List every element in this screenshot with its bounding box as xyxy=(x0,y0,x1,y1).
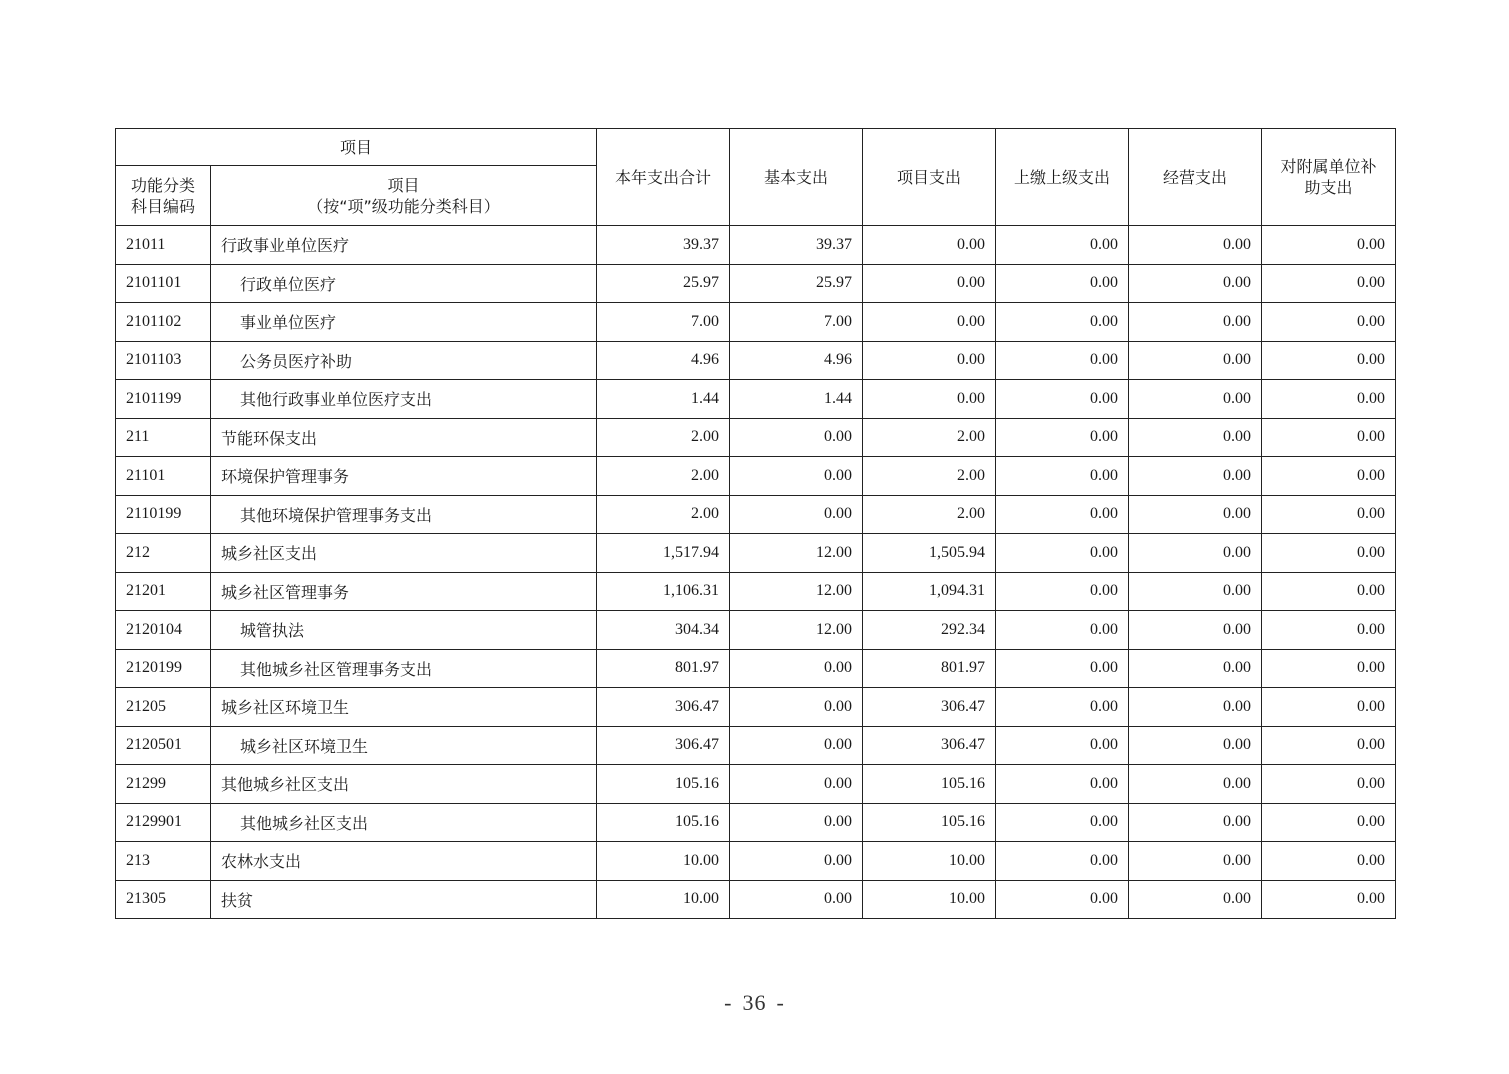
header-operating: 经营支出 xyxy=(1129,129,1262,226)
cell-project: 105.16 xyxy=(863,803,996,842)
cell-basic: 0.00 xyxy=(730,688,863,727)
page-number-dash-right: - xyxy=(776,990,785,1015)
cell-project: 2.00 xyxy=(863,418,996,457)
cell-upper: 0.00 xyxy=(996,495,1129,534)
cell-upper: 0.00 xyxy=(996,803,1129,842)
table-header xyxy=(116,129,1396,226)
cell-name: 其他城乡社区支出 xyxy=(211,765,597,804)
table-row xyxy=(116,495,1396,534)
cell-operating: 0.00 xyxy=(1129,688,1262,727)
cell-code: 213 xyxy=(116,842,211,881)
cell-upper: 0.00 xyxy=(996,534,1129,573)
cell-operating: 0.00 xyxy=(1129,572,1262,611)
cell-operating: 0.00 xyxy=(1129,726,1262,765)
cell-upper: 0.00 xyxy=(996,726,1129,765)
cell-code: 2101103 xyxy=(116,341,211,380)
cell-code: 2101102 xyxy=(116,303,211,342)
cell-upper: 0.00 xyxy=(996,303,1129,342)
cell-total: 2.00 xyxy=(597,418,730,457)
table-row xyxy=(116,803,1396,842)
cell-basic: 39.37 xyxy=(730,226,863,265)
header-total: 本年支出合计 xyxy=(597,129,730,226)
table-row xyxy=(116,611,1396,650)
cell-total: 2.00 xyxy=(597,457,730,496)
cell-subsidy: 0.00 xyxy=(1262,380,1396,419)
header-basic: 基本支出 xyxy=(730,129,863,226)
cell-subsidy: 0.00 xyxy=(1262,534,1396,573)
header-code-line2: 科目编码 xyxy=(130,196,195,216)
cell-name: 扶贫 xyxy=(211,880,597,919)
cell-total: 7.00 xyxy=(597,303,730,342)
cell-project: 0.00 xyxy=(863,303,996,342)
cell-upper: 0.00 xyxy=(996,457,1129,496)
cell-project: 1,505.94 xyxy=(863,534,996,573)
page-footer xyxy=(0,990,1509,1016)
cell-total: 1.44 xyxy=(597,380,730,419)
cell-code: 21201 xyxy=(116,572,211,611)
table-row xyxy=(116,765,1396,804)
table-row xyxy=(116,303,1396,342)
cell-total: 105.16 xyxy=(597,803,730,842)
cell-basic: 0.00 xyxy=(730,765,863,804)
cell-upper: 0.00 xyxy=(996,765,1129,804)
header-upper: 上缴上级支出 xyxy=(996,129,1129,226)
cell-total: 306.47 xyxy=(597,726,730,765)
cell-subsidy: 0.00 xyxy=(1262,842,1396,881)
table-row xyxy=(116,341,1396,380)
expenditure-table xyxy=(115,128,1396,919)
cell-basic: 7.00 xyxy=(730,303,863,342)
table-row xyxy=(116,264,1396,303)
cell-total: 801.97 xyxy=(597,649,730,688)
cell-upper: 0.00 xyxy=(996,649,1129,688)
cell-name: 其他城乡社区管理事务支出 xyxy=(211,649,597,688)
header-item-line2: （按“项”级功能分类科目） xyxy=(307,196,500,216)
page-number: 36 xyxy=(742,990,767,1015)
cell-name: 农林水支出 xyxy=(211,842,597,881)
table-row xyxy=(116,880,1396,919)
cell-basic: 12.00 xyxy=(730,572,863,611)
header-item-group: 项目 xyxy=(116,129,597,166)
cell-basic: 1.44 xyxy=(730,380,863,419)
cell-total: 4.96 xyxy=(597,341,730,380)
header-subsidy xyxy=(1262,129,1396,226)
cell-total: 1,106.31 xyxy=(597,572,730,611)
cell-upper: 0.00 xyxy=(996,341,1129,380)
cell-name: 城乡社区环境卫生 xyxy=(211,688,597,727)
cell-operating: 0.00 xyxy=(1129,303,1262,342)
cell-upper: 0.00 xyxy=(996,880,1129,919)
cell-total: 2.00 xyxy=(597,495,730,534)
cell-name: 公务员医疗补助 xyxy=(211,341,597,380)
table-row xyxy=(116,418,1396,457)
cell-basic: 0.00 xyxy=(730,457,863,496)
header-code-line1: 功能分类 xyxy=(130,175,195,195)
cell-total: 304.34 xyxy=(597,611,730,650)
cell-operating: 0.00 xyxy=(1129,803,1262,842)
cell-code: 2120199 xyxy=(116,649,211,688)
cell-subsidy: 0.00 xyxy=(1262,649,1396,688)
cell-basic: 0.00 xyxy=(730,726,863,765)
cell-code: 21011 xyxy=(116,226,211,265)
cell-total: 25.97 xyxy=(597,264,730,303)
cell-operating: 0.00 xyxy=(1129,226,1262,265)
table-row xyxy=(116,380,1396,419)
table-row xyxy=(116,688,1396,727)
cell-code: 21101 xyxy=(116,457,211,496)
cell-subsidy: 0.00 xyxy=(1262,803,1396,842)
cell-name: 环境保护管理事务 xyxy=(211,457,597,496)
cell-project: 105.16 xyxy=(863,765,996,804)
cell-upper: 0.00 xyxy=(996,264,1129,303)
cell-operating: 0.00 xyxy=(1129,842,1262,881)
cell-subsidy: 0.00 xyxy=(1262,688,1396,727)
cell-project: 10.00 xyxy=(863,880,996,919)
cell-name: 事业单位医疗 xyxy=(211,303,597,342)
cell-name: 行政事业单位医疗 xyxy=(211,226,597,265)
table-row xyxy=(116,649,1396,688)
table-body xyxy=(116,226,1396,919)
cell-code: 211 xyxy=(116,418,211,457)
cell-operating: 0.00 xyxy=(1129,341,1262,380)
cell-upper: 0.00 xyxy=(996,418,1129,457)
cell-subsidy: 0.00 xyxy=(1262,765,1396,804)
cell-subsidy: 0.00 xyxy=(1262,726,1396,765)
header-subsidy-line2: 助支出 xyxy=(1304,178,1353,197)
cell-project: 306.47 xyxy=(863,726,996,765)
cell-name: 节能环保支出 xyxy=(211,418,597,457)
cell-name: 其他行政事业单位医疗支出 xyxy=(211,380,597,419)
cell-name: 其他环境保护管理事务支出 xyxy=(211,495,597,534)
cell-project: 292.34 xyxy=(863,611,996,650)
cell-basic: 4.96 xyxy=(730,341,863,380)
header-project: 项目支出 xyxy=(863,129,996,226)
header-subsidy-line1: 对附属单位补 xyxy=(1280,157,1377,176)
cell-operating: 0.00 xyxy=(1129,611,1262,650)
cell-subsidy: 0.00 xyxy=(1262,880,1396,919)
cell-subsidy: 0.00 xyxy=(1262,572,1396,611)
cell-code: 21305 xyxy=(116,880,211,919)
table-row xyxy=(116,572,1396,611)
cell-basic: 25.97 xyxy=(730,264,863,303)
cell-code: 212 xyxy=(116,534,211,573)
cell-project: 801.97 xyxy=(863,649,996,688)
cell-basic: 0.00 xyxy=(730,842,863,881)
cell-basic: 0.00 xyxy=(730,495,863,534)
cell-upper: 0.00 xyxy=(996,572,1129,611)
header-code xyxy=(116,166,211,226)
header-item xyxy=(211,166,597,226)
cell-operating: 0.00 xyxy=(1129,534,1262,573)
cell-name: 城乡社区支出 xyxy=(211,534,597,573)
cell-basic: 12.00 xyxy=(730,534,863,573)
cell-operating: 0.00 xyxy=(1129,880,1262,919)
cell-operating: 0.00 xyxy=(1129,765,1262,804)
cell-subsidy: 0.00 xyxy=(1262,457,1396,496)
cell-name: 城乡社区管理事务 xyxy=(211,572,597,611)
cell-total: 39.37 xyxy=(597,226,730,265)
cell-project: 306.47 xyxy=(863,688,996,727)
cell-project: 0.00 xyxy=(863,264,996,303)
cell-project: 2.00 xyxy=(863,495,996,534)
cell-name: 其他城乡社区支出 xyxy=(211,803,597,842)
cell-code: 2101199 xyxy=(116,380,211,419)
cell-upper: 0.00 xyxy=(996,688,1129,727)
cell-basic: 0.00 xyxy=(730,880,863,919)
cell-subsidy: 0.00 xyxy=(1262,303,1396,342)
cell-project: 0.00 xyxy=(863,341,996,380)
cell-code: 2120104 xyxy=(116,611,211,650)
cell-basic: 0.00 xyxy=(730,418,863,457)
cell-operating: 0.00 xyxy=(1129,380,1262,419)
cell-operating: 0.00 xyxy=(1129,495,1262,534)
cell-subsidy: 0.00 xyxy=(1262,611,1396,650)
cell-code: 2110199 xyxy=(116,495,211,534)
table-row xyxy=(116,842,1396,881)
header-item-line1: 项目 xyxy=(387,175,420,195)
table-row xyxy=(116,226,1396,265)
cell-project: 0.00 xyxy=(863,226,996,265)
cell-code: 21205 xyxy=(116,688,211,727)
cell-total: 10.00 xyxy=(597,880,730,919)
cell-total: 10.00 xyxy=(597,842,730,881)
cell-code: 21299 xyxy=(116,765,211,804)
cell-code: 2120501 xyxy=(116,726,211,765)
cell-subsidy: 0.00 xyxy=(1262,264,1396,303)
cell-operating: 0.00 xyxy=(1129,649,1262,688)
cell-project: 1,094.31 xyxy=(863,572,996,611)
cell-name: 城管执法 xyxy=(211,611,597,650)
cell-subsidy: 0.00 xyxy=(1262,418,1396,457)
page-number-dash-left: - xyxy=(724,990,733,1015)
table-row xyxy=(116,726,1396,765)
cell-total: 1,517.94 xyxy=(597,534,730,573)
cell-basic: 0.00 xyxy=(730,649,863,688)
table-row xyxy=(116,457,1396,496)
cell-operating: 0.00 xyxy=(1129,457,1262,496)
cell-total: 306.47 xyxy=(597,688,730,727)
cell-upper: 0.00 xyxy=(996,380,1129,419)
cell-name: 行政单位医疗 xyxy=(211,264,597,303)
cell-project: 10.00 xyxy=(863,842,996,881)
cell-code: 2101101 xyxy=(116,264,211,303)
cell-subsidy: 0.00 xyxy=(1262,495,1396,534)
cell-name: 城乡社区环境卫生 xyxy=(211,726,597,765)
cell-upper: 0.00 xyxy=(996,842,1129,881)
cell-basic: 0.00 xyxy=(730,803,863,842)
cell-total: 105.16 xyxy=(597,765,730,804)
cell-project: 2.00 xyxy=(863,457,996,496)
cell-code: 2129901 xyxy=(116,803,211,842)
cell-basic: 12.00 xyxy=(730,611,863,650)
cell-operating: 0.00 xyxy=(1129,264,1262,303)
cell-upper: 0.00 xyxy=(996,611,1129,650)
cell-subsidy: 0.00 xyxy=(1262,226,1396,265)
cell-subsidy: 0.00 xyxy=(1262,341,1396,380)
table-row xyxy=(116,534,1396,573)
cell-operating: 0.00 xyxy=(1129,418,1262,457)
cell-project: 0.00 xyxy=(863,380,996,419)
cell-upper: 0.00 xyxy=(996,226,1129,265)
